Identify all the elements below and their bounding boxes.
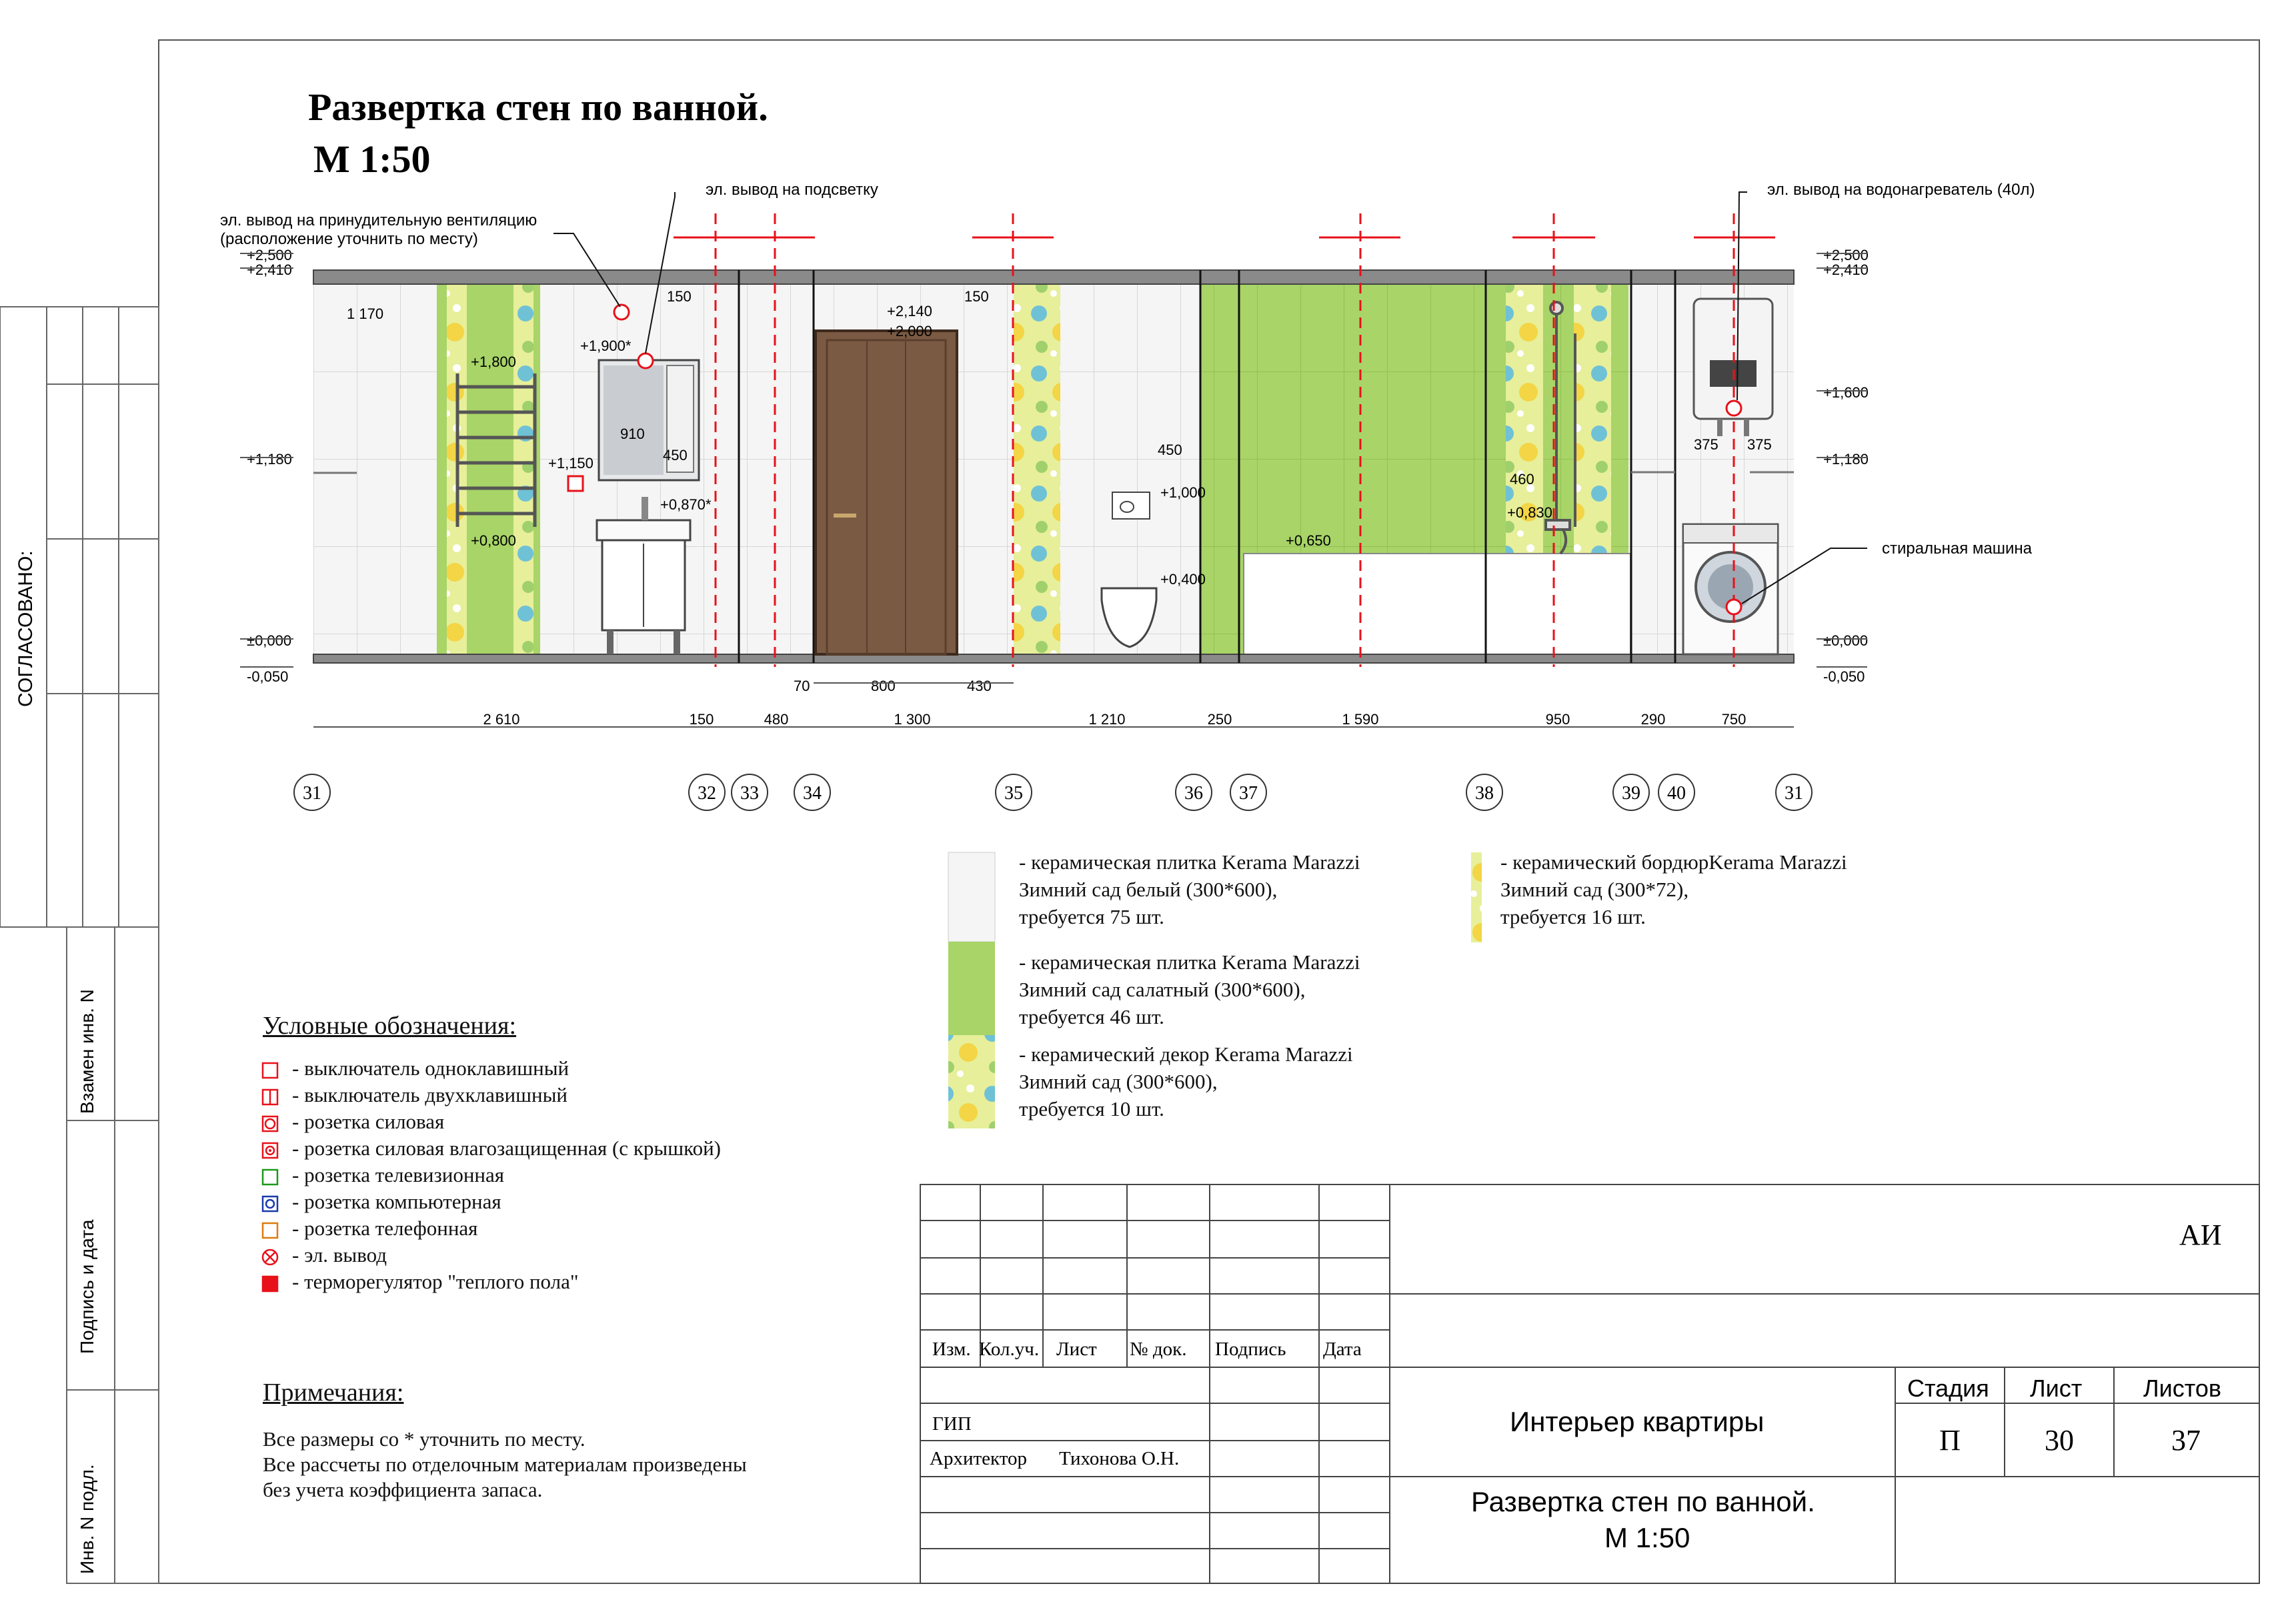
tb-sheet-header: Лист <box>2030 1375 2083 1402</box>
bdim-480: 480 <box>764 711 789 728</box>
level-0800: +0,800 <box>471 532 516 549</box>
tb-h-date: Дата <box>1323 1339 1362 1360</box>
legend-thermostat: - терморегулятор "теплого пола" <box>292 1270 579 1293</box>
tb-h-doc: № док. <box>1130 1339 1187 1360</box>
dim-910: 910 <box>620 426 645 442</box>
side-inv: Инв. N подл. <box>77 1464 97 1574</box>
tb-sheet: 30 <box>2045 1424 2074 1457</box>
legend-icons <box>263 1063 277 1291</box>
swatch-white-tile <box>948 852 995 942</box>
tb-sheets-header: Листов <box>2143 1375 2221 1402</box>
material-decor <box>1019 1040 1353 1122</box>
annotation-vent: эл. вывод на принудительную вентиляцию <box>220 211 537 229</box>
annotation-heater: эл. вывод на водонагреватель (40л) <box>1767 181 2035 199</box>
tb-architect-role: Архитектор <box>930 1448 1028 1469</box>
level-left-1180: +1,180 <box>247 451 292 468</box>
level-1900: +1,900* <box>580 337 632 354</box>
side-agreed: СОГЛАСОВАНО: <box>15 550 37 707</box>
side-replace: Взамен инв. N <box>77 989 97 1114</box>
dim-460: 460 <box>1510 471 1534 488</box>
legend-socket-pc: - розетка компьютерная <box>292 1190 501 1213</box>
legend-socket: - розетка силовая <box>292 1110 445 1133</box>
tb-gip: ГИП <box>932 1413 972 1435</box>
tb-stage: П <box>1939 1424 1961 1457</box>
axis-31a: 31 <box>303 783 321 804</box>
material-white-tile <box>1019 848 1360 930</box>
door-dim-70: 70 <box>794 678 810 694</box>
axis-33: 33 <box>740 783 759 804</box>
swatch-decor <box>948 1035 995 1128</box>
axis-34: 34 <box>803 783 822 804</box>
axis-35: 35 <box>1004 783 1023 804</box>
mat-white-l1: - керамическая плитка Kerama Marazzi <box>1019 850 1360 874</box>
door <box>816 331 957 654</box>
swatch-border <box>1471 852 1482 942</box>
annotation-light: эл. вывод на подсветку <box>706 181 878 199</box>
mat-green-l2: Зимний сад салатный (300*600), <box>1019 978 1306 1001</box>
tb-architect-name: Тихонова О.Н. <box>1059 1448 1180 1469</box>
level-right-1600: +1,600 <box>1823 384 1869 401</box>
level-left-2500: +2,500 <box>247 247 292 263</box>
mat-green-l1: - керамическая плитка Kerama Marazzi <box>1019 950 1360 974</box>
notes-line-1: Все размеры со * уточнить по месту. <box>263 1427 586 1451</box>
level-1150: +1,150 <box>548 455 594 472</box>
door-dim-430: 430 <box>967 678 992 694</box>
level-2000: +2,000 <box>887 323 932 339</box>
mat-white-l2: Зимний сад белый (300*600), <box>1019 878 1278 901</box>
bdim-1300: 1 300 <box>894 711 931 728</box>
vanity <box>597 497 690 654</box>
legend-socket-tv: - розетка телевизионная <box>292 1163 505 1186</box>
mat-decor-l3: требуется 10 шт. <box>1019 1097 1164 1120</box>
side-stamp <box>0 307 159 1583</box>
legend-socket-wet: - розетка силовая влагозащищенная (с крышкой) <box>292 1136 721 1160</box>
level-0870: +0,870* <box>660 496 712 513</box>
bdim-950: 950 <box>1545 711 1570 728</box>
level-0650: +0,650 <box>1286 532 1331 549</box>
level-right-2410: +2,410 <box>1823 261 1869 278</box>
side-sign: Подпись и дата <box>77 1219 97 1354</box>
level-right-1180: +1,180 <box>1823 451 1869 468</box>
drawing-scale: М 1:50 <box>313 137 431 181</box>
notes-line-3: без учета коэффициента запаса. <box>263 1478 543 1501</box>
dim-450b: 450 <box>1158 442 1182 458</box>
tb-drawing-l1: Развертка стен по ванной. <box>1471 1486 1815 1517</box>
dim-375b: 375 <box>1747 436 1772 453</box>
bdim-150: 150 <box>689 711 714 728</box>
bathtub <box>1244 554 1630 654</box>
mat-border-l3: требуется 16 шт. <box>1500 905 1646 928</box>
material-border <box>1500 848 1847 930</box>
level-left-2410: +2,410 <box>247 261 292 278</box>
level-1000: +1,000 <box>1160 484 1206 501</box>
tb-h-sign: Подпись <box>1215 1339 1286 1360</box>
drawing-title: Развертка стен по ванной. <box>308 85 768 129</box>
tb-h-kol: Кол.уч. <box>979 1339 1040 1360</box>
legend-switch-2: - выключатель двухклавишный <box>292 1083 568 1106</box>
bdim-2610: 2 610 <box>483 711 520 728</box>
level-1800: +1,800 <box>471 353 516 370</box>
tb-stage-header: Стадия <box>1907 1375 1989 1402</box>
decor-panel-1 <box>1014 284 1060 654</box>
axis-38: 38 <box>1475 783 1494 804</box>
level-right-m050: -0,050 <box>1823 668 1865 685</box>
tb-h-list: Лист <box>1056 1339 1097 1360</box>
notes-line-2: Все рассчеты по отделочным материалам произведены <box>263 1453 747 1476</box>
axis-36: 36 <box>1184 783 1203 804</box>
mat-border-l2: Зимний сад (300*72), <box>1500 878 1689 901</box>
level-right-2500: +2,500 <box>1823 247 1869 263</box>
bdim-1590: 1 590 <box>1342 711 1379 728</box>
bdim-290: 290 <box>1640 711 1666 728</box>
level-0830: +0,830 <box>1507 504 1552 521</box>
annotation-vent-2: (расположение уточнить по месту) <box>220 230 478 248</box>
axis-32: 32 <box>698 783 716 804</box>
dim-375a: 375 <box>1694 436 1718 453</box>
mat-white-l3: требуется 75 шт. <box>1019 905 1164 928</box>
legend-el-output: - эл. вывод <box>292 1243 387 1267</box>
dim-1170: 1 170 <box>347 305 384 322</box>
bdim-250: 250 <box>1207 711 1232 728</box>
elevation <box>313 213 1794 667</box>
level-2140: +2,140 <box>887 303 932 319</box>
notes-title: Примечания: <box>263 1379 404 1407</box>
legend-socket-phone: - розетка телефонная <box>292 1217 478 1240</box>
dim-150a: 150 <box>667 288 692 305</box>
legend-title: Условные обозначения: <box>263 1012 517 1040</box>
dim-450a: 450 <box>663 447 688 464</box>
dim-150b: 150 <box>964 288 989 305</box>
door-dim-800: 800 <box>871 678 896 694</box>
legend-switch-1: - выключатель одноклавишный <box>292 1056 569 1080</box>
axis-39: 39 <box>1622 783 1640 804</box>
level-0400: +0,400 <box>1160 571 1206 588</box>
tb-h-izm: Изм. <box>932 1339 971 1360</box>
level-left-0000: ±0,000 <box>247 632 292 649</box>
annotation-washer: стиральная машина <box>1882 540 2032 558</box>
swatch-green-tile <box>948 942 995 1035</box>
bdim-1210: 1 210 <box>1088 711 1126 728</box>
tb-project: Интерьер квартиры <box>1510 1406 1765 1437</box>
axis-37: 37 <box>1239 783 1258 804</box>
mat-decor-l2: Зимний сад (300*600), <box>1019 1070 1218 1093</box>
tb-drawing-l2: М 1:50 <box>1604 1522 1690 1553</box>
mat-decor-l1: - керамический декор Kerama Marazzi <box>1019 1042 1353 1066</box>
axis-40: 40 <box>1667 783 1686 804</box>
tb-sheets: 37 <box>2171 1424 2201 1457</box>
tb-org: АИ <box>2179 1219 2222 1251</box>
mat-border-l1: - керамический бордюрKerama Marazzi <box>1500 850 1847 874</box>
level-left-m050: -0,050 <box>247 668 289 685</box>
mat-green-l3: требуется 46 шт. <box>1019 1005 1164 1028</box>
bdim-750: 750 <box>1721 711 1747 728</box>
material-green-tile <box>1019 948 1360 1030</box>
axis-31b: 31 <box>1785 783 1803 804</box>
level-right-0000: ±0,000 <box>1823 632 1869 649</box>
